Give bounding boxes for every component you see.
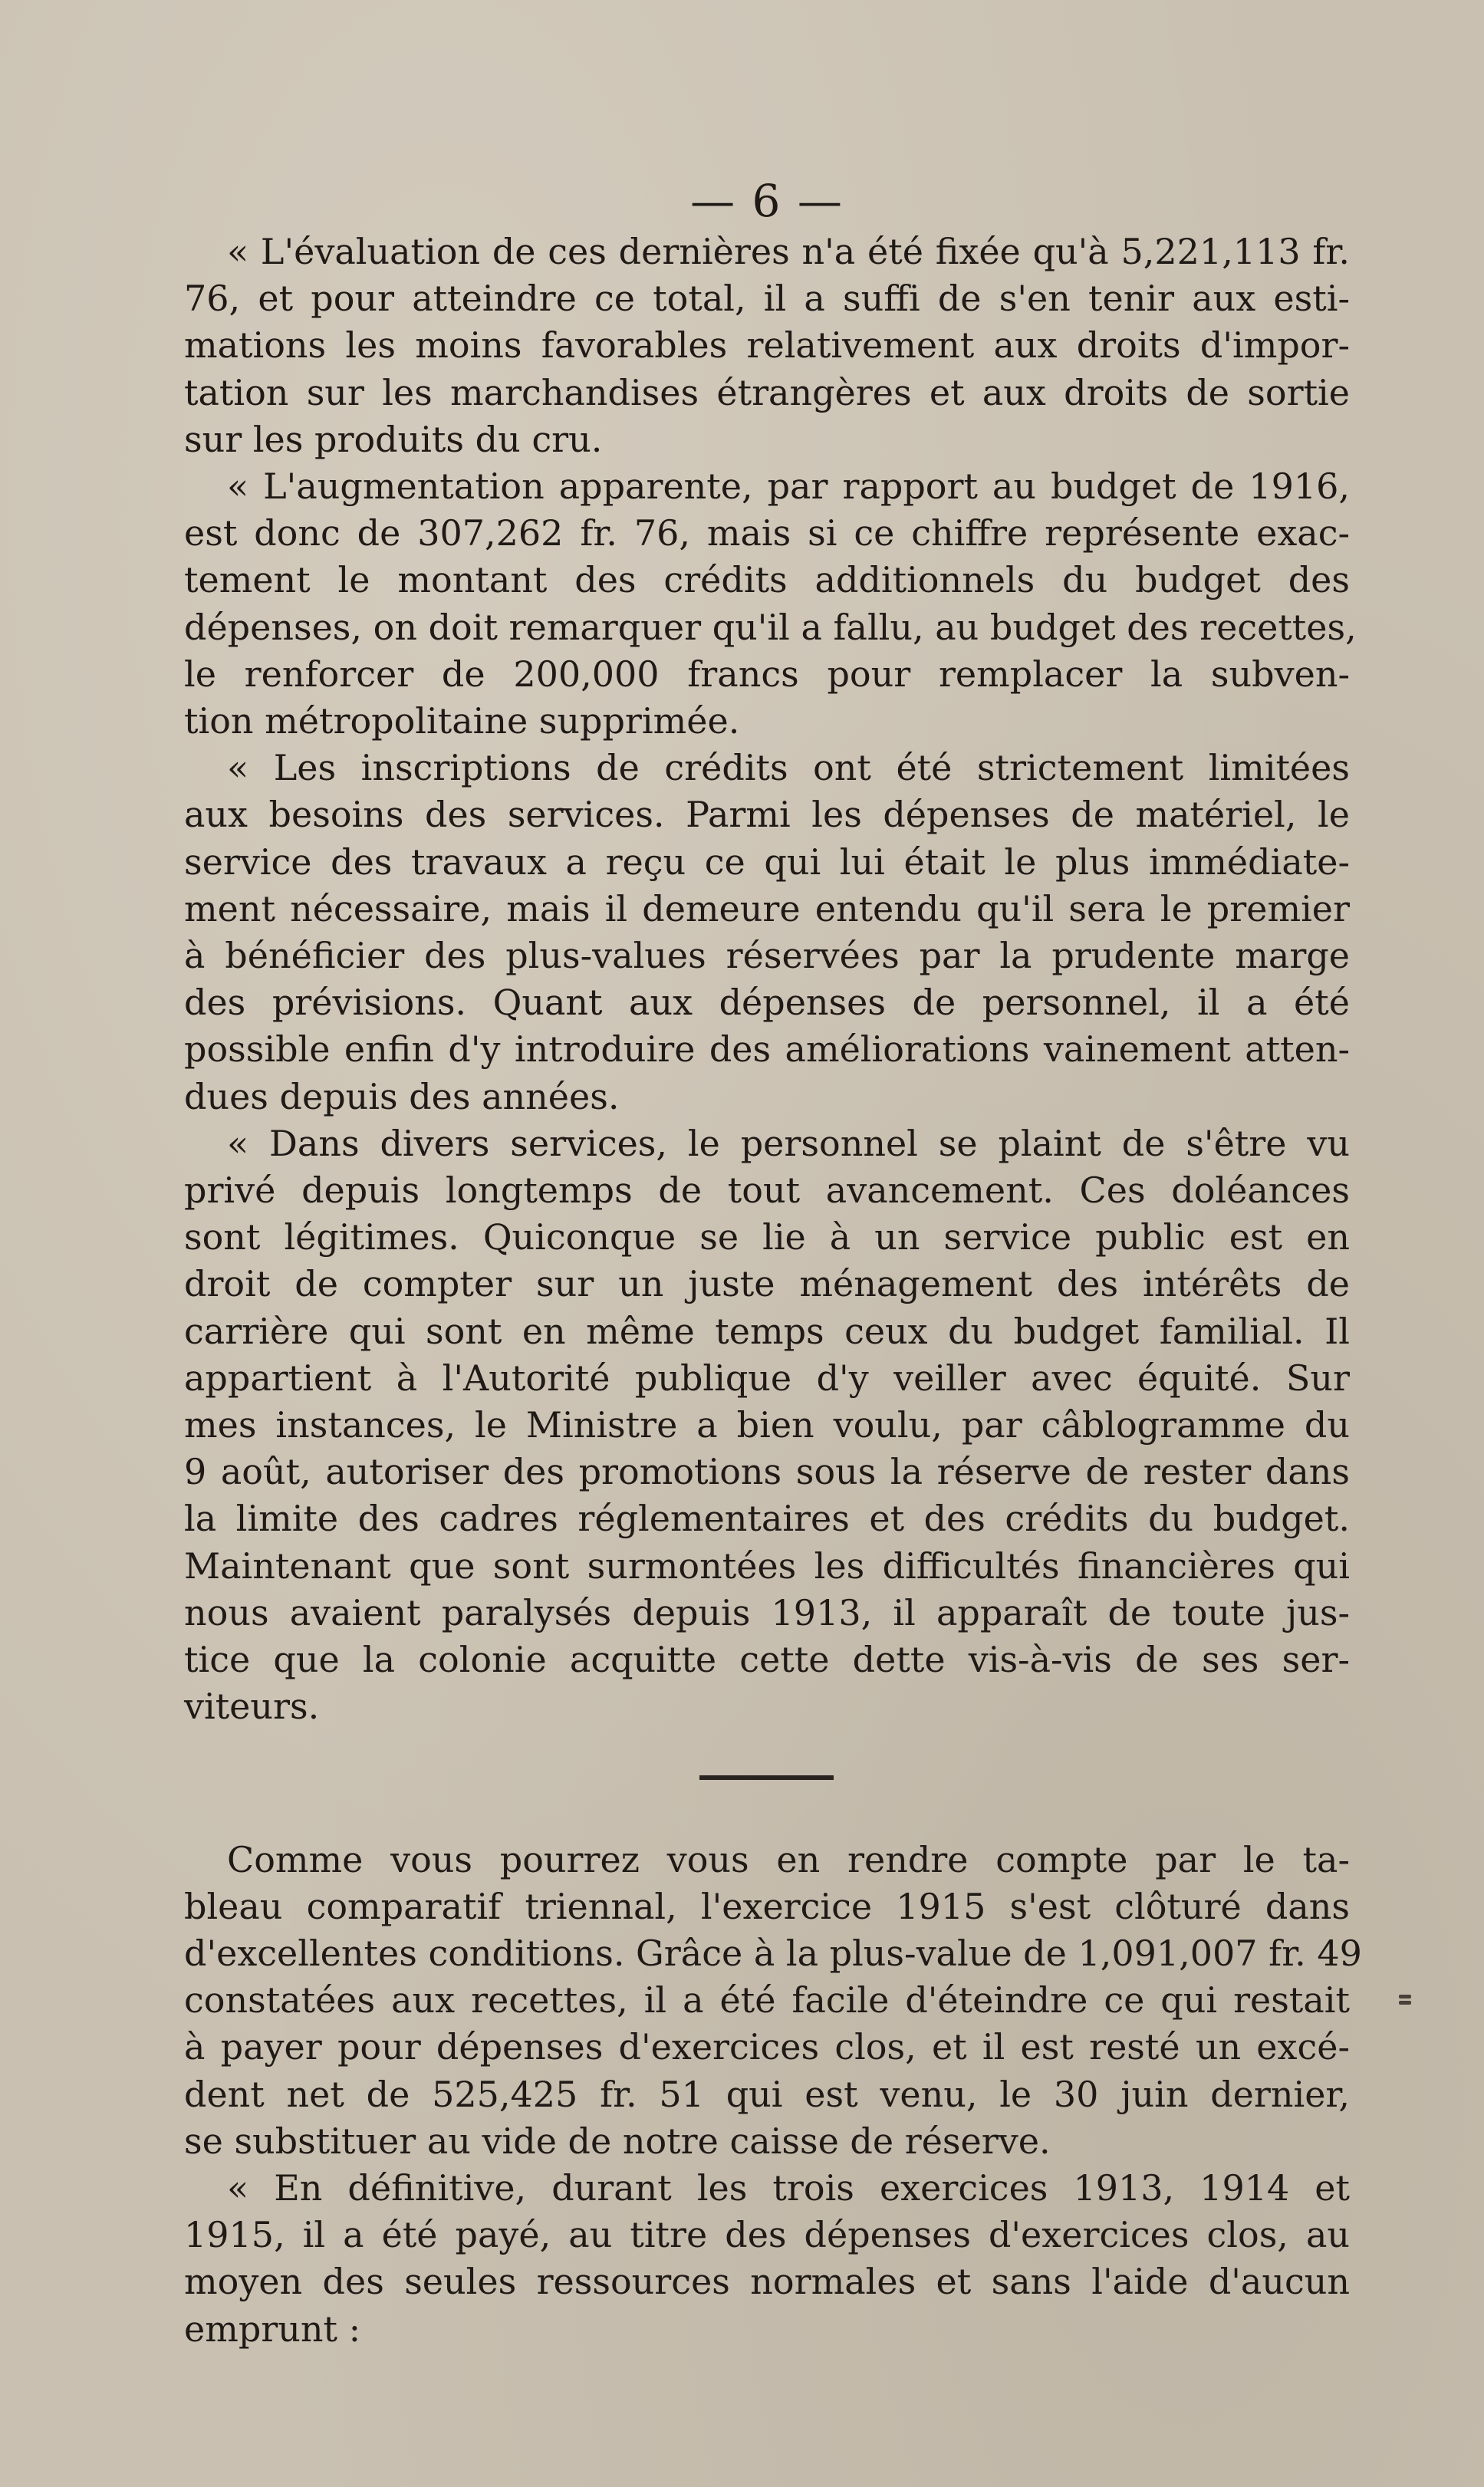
- text-line: moyen des seules ressources normales et sans l'aide d'aucun: [184, 2261, 1350, 2303]
- page-number: — 6 —: [690, 175, 844, 227]
- text-line: « L'évaluation de ces dernières n'a été fixée qu'à 5,221,113 fr.: [227, 231, 1350, 272]
- text-line: tation sur les marchandises étrangères et aux droits de sortie: [184, 371, 1350, 413]
- paragraph-evaluation: [184, 229, 1350, 463]
- text-line: viteurs.: [184, 1686, 320, 1728]
- text-line: 1915, il a été payé, au titre des dépenses d'exercices clos, au: [184, 2214, 1350, 2256]
- paragraph-definitive: [184, 2165, 1350, 2353]
- text-line: 76, et pour atteindre ce total, il a suffi de s'en tenir aux esti-: [184, 278, 1350, 320]
- text-line: est donc de 307,262 fr. 76, mais si ce chiffre représente exac-: [184, 512, 1350, 554]
- text-line: 9 août, autoriser des promotions sous la réserve de rester dans: [184, 1451, 1350, 1493]
- text-line: appartient à l'Autorité publique d'y veiller avec équité. Sur: [184, 1357, 1350, 1399]
- text-line: se substituer au vide de notre caisse de réserve.: [184, 2120, 1051, 2162]
- paragraph-augmentation: [184, 463, 1357, 745]
- text-line: Comme vous pourrez vous en rendre compte par le ta-: [227, 1838, 1350, 1880]
- text-line: à bénéficier des plus-values réservées par la prudente marge: [184, 935, 1350, 977]
- text-line: tion métropolitaine supprimée.: [184, 700, 740, 742]
- text-line: service des travaux a reçu ce qui lui était le plus immédiate-: [184, 841, 1350, 883]
- text-line: sont légitimes. Quiconque se lie à un service public est en: [184, 1216, 1350, 1258]
- text-line: tice que la colonie acquitte cette dette vis-à-vis de ses ser-: [184, 1639, 1350, 1681]
- text-line: bleau comparatif triennal, l'exercice 1915 s'est clôturé dans: [184, 1885, 1350, 1927]
- text-line: « Dans divers services, le personnel se plaint de s'être vu: [227, 1122, 1350, 1164]
- text-line: la limite des cadres réglementaires et des crédits du budget.: [184, 1498, 1350, 1540]
- text-line: Maintenant que sont surmontées les difficultés financières qui: [184, 1545, 1350, 1587]
- text-line: emprunt :: [184, 2308, 361, 2350]
- text-line: aux besoins des services. Parmi les dépenses de matériel, le: [184, 794, 1350, 836]
- document-page: [184, 175, 1362, 2353]
- text-line: le renforcer de 200,000 francs pour remplacer la subven-: [184, 653, 1350, 695]
- text-line: carrière qui sont en même temps ceux du budget familial. Il: [184, 1310, 1350, 1352]
- text-line: dépenses, on doit remarquer qu'il a fallu, au budget des recettes,: [184, 606, 1357, 648]
- text-line: privé depuis longtemps de tout avancement. Ces doléances: [184, 1169, 1350, 1212]
- paragraph-exercice-1915: [184, 1837, 1362, 2165]
- text-line: des prévisions. Quant aux dépenses de personnel, il a été: [184, 982, 1350, 1024]
- margin-ink-mark: [1397, 1992, 1413, 2012]
- text-line: mes instances, le Ministre a bien voulu, par câblogramme du: [184, 1404, 1350, 1446]
- text-line: « Les inscriptions de crédits ont été strictement limitées: [227, 747, 1350, 789]
- text-line: d'excellentes conditions. Grâce à la plus-value de 1,091,007 fr. 49: [184, 1932, 1362, 1974]
- text-line: dent net de 525,425 fr. 51 qui est venu, le 30 juin dernier,: [184, 2073, 1350, 2115]
- text-line: ment nécessaire, mais il demeure entendu qu'il sera le premier: [184, 887, 1350, 929]
- text-line: « En définitive, durant les trois exercices 1913, 1914 et: [227, 2166, 1350, 2209]
- paragraph-inscriptions: [184, 745, 1350, 1120]
- paragraph-personnel: [184, 1120, 1350, 1731]
- section-divider: [699, 1775, 834, 1780]
- text-line: droit de compter sur un juste ménagement des intérêts de: [184, 1263, 1350, 1305]
- text-line: nous avaient paralysés depuis 1913, il apparaît de toute jus-: [184, 1591, 1350, 1633]
- text-line: tement le montant des crédits additionnels du budget des: [184, 559, 1350, 601]
- text-line: mations les moins favorables relativement aux droits d'impor-: [184, 324, 1350, 367]
- text-line: constatées aux recettes, il a été facile d'éteindre ce qui restait: [184, 1979, 1350, 2022]
- text-line: sur les produits du cru.: [184, 418, 603, 460]
- text-line: dues depuis des années.: [184, 1075, 620, 1117]
- text-line: « L'augmentation apparente, par rapport au budget de 1916,: [227, 465, 1350, 508]
- text-line: possible enfin d'y introduire des améliorations vainement atten-: [184, 1028, 1350, 1071]
- text-line: à payer pour dépenses d'exercices clos, et il est resté un excé-: [184, 2026, 1350, 2068]
